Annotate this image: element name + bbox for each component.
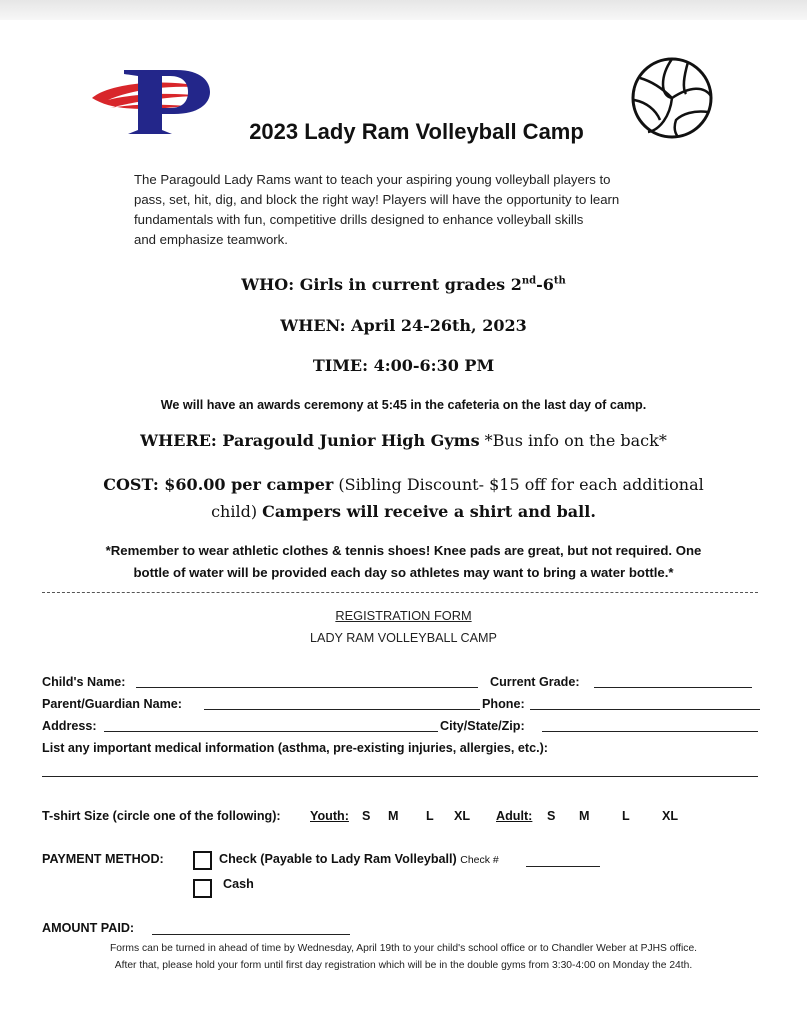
cut-line-divider bbox=[42, 592, 758, 593]
where-bold: WHERE: Paragould Junior High Gyms bbox=[140, 431, 480, 450]
child-grade-row bbox=[42, 675, 762, 693]
parent-phone-row bbox=[42, 697, 762, 715]
cost-bold: COST: $60.00 per camper bbox=[103, 475, 334, 494]
intro-line: fundamentals with fun, competitive drills designed to enhance volleyball skills bbox=[134, 212, 584, 227]
adult-size-m[interactable]: M bbox=[579, 809, 590, 823]
check-number-label: Check # bbox=[460, 854, 499, 866]
youth-label: Youth: bbox=[310, 809, 349, 823]
who-line bbox=[0, 275, 807, 294]
youth-size-m[interactable]: M bbox=[388, 809, 399, 823]
child-name-field[interactable] bbox=[136, 675, 478, 688]
address-row bbox=[42, 719, 762, 737]
footer-line: Forms can be turned in ahead of time by Wednesday, April 19th to your child's school office or to Chandler Weber at PJHS office. bbox=[109, 943, 698, 954]
awards-note: We will have an awards ceremony at 5:45 in the cafeteria on the last day of camp. bbox=[160, 398, 647, 412]
check-checkbox[interactable] bbox=[193, 851, 212, 870]
who-sup-th: th bbox=[553, 275, 566, 287]
city-state-zip-field[interactable] bbox=[542, 719, 758, 732]
amount-paid-label: AMOUNT PAID: bbox=[42, 921, 135, 935]
cash-checkbox[interactable] bbox=[193, 879, 212, 898]
when-line: WHEN: April 24-26th, 2023 bbox=[280, 316, 527, 335]
reminder-line: *Remember to wear athletic clothes & tennis shoes! Knee pads are great, but not required. One bbox=[105, 543, 702, 558]
cost-shirt-ball: Campers will receive a shirt and ball. bbox=[262, 502, 596, 521]
cost-discount: (Sibling Discount- $15 off for each additional bbox=[333, 475, 704, 494]
intro-line: pass, set, hit, dig, and block the right way! Players will have the opportunity to learn bbox=[134, 192, 620, 207]
phone-label: Phone: bbox=[482, 697, 525, 711]
parent-name-label: Parent/Guardian Name: bbox=[42, 697, 182, 711]
intro-paragraph bbox=[134, 170, 694, 250]
time-line: TIME: 4:00-6:30 PM bbox=[312, 356, 495, 375]
youth-size-s[interactable]: S bbox=[362, 809, 371, 823]
adult-label: Adult: bbox=[496, 809, 533, 823]
where-rest: *Bus info on the back* bbox=[479, 431, 667, 450]
address-field[interactable] bbox=[104, 719, 438, 732]
who-sup-nd: nd bbox=[521, 275, 537, 287]
amount-paid-field[interactable] bbox=[152, 922, 350, 935]
check-option bbox=[219, 852, 499, 866]
check-number-field[interactable] bbox=[526, 854, 600, 867]
footer-note bbox=[0, 940, 807, 974]
where-line bbox=[0, 431, 807, 450]
tshirt-size-label: T-shirt Size (circle one of the following): bbox=[42, 809, 281, 823]
child-name-label: Child's Name: bbox=[42, 675, 126, 689]
cash-option-label: Cash bbox=[223, 877, 254, 891]
youth-size-xl[interactable]: XL bbox=[454, 809, 471, 823]
medical-info-label: List any important medical information (asthma, pre-existing injuries, allergies, etc.): bbox=[42, 741, 548, 755]
city-state-zip-label: City/State/Zip: bbox=[440, 719, 525, 733]
adult-size-l[interactable]: L bbox=[622, 809, 630, 823]
adult-size-s[interactable]: S bbox=[547, 809, 556, 823]
adult-size-xl[interactable]: XL bbox=[662, 809, 679, 823]
reminder-line: bottle of water will be provided each day so athletes may want to bring a water bottle.* bbox=[133, 565, 674, 580]
address-label: Address: bbox=[42, 719, 97, 733]
current-grade-field[interactable] bbox=[594, 675, 752, 688]
parent-name-field[interactable] bbox=[204, 697, 480, 710]
current-grade-label: Current Grade: bbox=[490, 675, 580, 689]
medical-row bbox=[42, 741, 762, 759]
tshirt-size-row bbox=[42, 809, 762, 827]
registration-form-subtitle: LADY RAM VOLLEYBALL CAMP bbox=[310, 631, 497, 645]
reminder-note bbox=[0, 540, 807, 584]
medical-info-field[interactable] bbox=[42, 776, 758, 777]
payment-method-label: PAYMENT METHOD: bbox=[42, 852, 164, 866]
check-option-label: Check (Payable to Lady Ram Volleyball) bbox=[219, 852, 457, 866]
intro-line: The Paragould Lady Rams want to teach your aspiring young volleyball players to bbox=[134, 172, 611, 187]
cost-block bbox=[0, 471, 807, 525]
who-mid: -6 bbox=[536, 275, 554, 294]
youth-size-l[interactable]: L bbox=[426, 809, 434, 823]
footer-line: After that, please hold your form until first day registration which will be in the double gyms from 3:30-4:00 on Monday the 24th. bbox=[114, 960, 693, 971]
phone-field[interactable] bbox=[530, 697, 760, 710]
top-bar bbox=[0, 0, 807, 20]
who-text: WHO: Girls in current grades 2 bbox=[241, 275, 522, 294]
cost-child: child) bbox=[211, 502, 263, 521]
page-title: 2023 Lady Ram Volleyball Camp bbox=[249, 119, 584, 144]
registration-form-title: REGISTRATION FORM bbox=[335, 608, 472, 623]
intro-line: and emphasize teamwork. bbox=[134, 232, 288, 247]
